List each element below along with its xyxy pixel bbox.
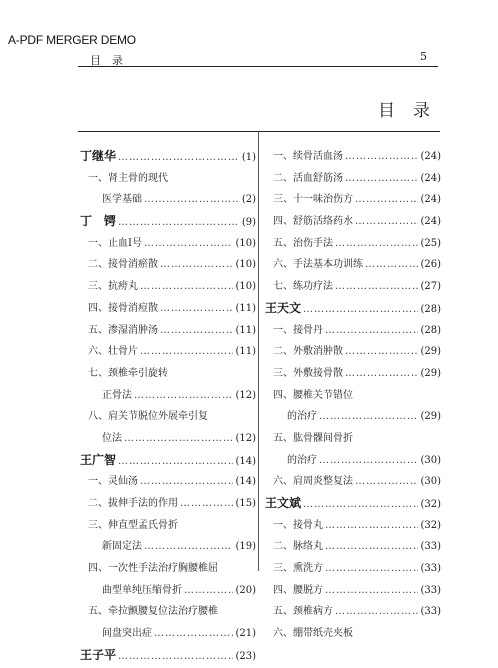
page-number: 5 — [420, 50, 427, 63]
toc-leader-dots — [118, 147, 240, 169]
toc-entry-page: (33) — [420, 541, 441, 553]
toc-leader-dots — [160, 254, 233, 276]
toc-title: 目录 — [378, 101, 448, 121]
toc-entry[interactable] — [80, 580, 256, 602]
toc-leader-dots — [140, 276, 233, 298]
toc-entry-title: 五、肱骨髁间骨折 — [273, 432, 353, 444]
toc-leader-dots — [118, 212, 240, 234]
toc-entry-title: 三、十一味治伤方 — [273, 194, 353, 206]
toc-leader-dots — [325, 580, 418, 602]
toc-entry-page: (32) — [420, 499, 441, 510]
toc-entry[interactable] — [80, 320, 256, 342]
toc-entry-page: (30) — [420, 476, 441, 488]
toc-entry-page: (19) — [235, 541, 256, 553]
toc-leader-dots — [154, 623, 233, 645]
toc-entry-page: (12) — [235, 389, 256, 401]
toc-leader-dots — [365, 254, 418, 276]
toc-leader-dots — [180, 493, 233, 515]
toc-entry[interactable] — [265, 189, 441, 211]
toc-leader-dots — [319, 406, 418, 428]
toc-entry-page: (32) — [420, 519, 441, 531]
toc-entry[interactable] — [80, 276, 256, 298]
toc-entry-page: (24) — [420, 194, 441, 206]
toc-entry-title: 四、一次性手法治疗胸腰椎屈 — [88, 563, 218, 575]
toc-entry-title: 二、活血舒筋汤 — [273, 172, 343, 184]
toc-entry[interactable] — [80, 515, 256, 537]
toc-entry-title: 医学基础 — [102, 194, 142, 206]
toc-entry[interactable] — [265, 211, 441, 233]
toc-leader-dots — [355, 189, 418, 211]
toc-entry-title: 丁继华 — [80, 149, 117, 163]
toc-leader-dots — [144, 189, 240, 211]
toc-leader-dots — [140, 471, 233, 493]
toc-entry-title: 四、腰椎关节错位 — [273, 389, 353, 401]
toc-entry-title: 六、绷带纸壳夹板 — [273, 628, 353, 640]
toc-entry-title: 正骨法 — [102, 389, 132, 401]
toc-leader-dots — [355, 211, 418, 233]
toc-entry-page: (10) — [235, 259, 256, 271]
toc-entry-page: (11) — [235, 346, 256, 358]
toc-entry-title: 丁 锷 — [80, 214, 117, 229]
toc-author-entry[interactable] — [80, 450, 256, 472]
toc-entry-title: 的治疗 — [287, 411, 317, 423]
toc-entry-title: 二、外敷消肿散 — [273, 346, 343, 358]
toc-entry-title: 五、渗湿消肿汤 — [88, 324, 158, 336]
watermark-text: A-PDF MERGER DEMO — [8, 33, 136, 47]
toc-entry-title: 五、牵拉颤腰复位法治疗腰椎 — [88, 606, 218, 618]
toc-entry-page: (33) — [420, 584, 441, 596]
toc-leader-dots — [184, 580, 233, 602]
toc-entry-title: 间盘突出症 — [102, 628, 152, 640]
toc-entry-title: 三、抗痨丸 — [88, 281, 138, 293]
toc-entry[interactable] — [265, 254, 441, 276]
toc-entry-page: (14) — [235, 476, 256, 488]
toc-entry-title: 五、治伤手法 — [273, 237, 333, 249]
toc-entry-page: (24) — [420, 151, 441, 162]
toc-entry[interactable] — [265, 580, 441, 602]
toc-entry-page: (29) — [420, 346, 441, 358]
toc-leader-dots — [144, 536, 233, 558]
title-rule — [78, 131, 440, 132]
toc-entry[interactable] — [265, 233, 441, 255]
toc-leader-dots — [118, 646, 233, 668]
toc-entry[interactable] — [80, 168, 256, 190]
toc-entry[interactable] — [265, 341, 441, 363]
toc-entry[interactable] — [265, 515, 441, 537]
toc-author-entry[interactable] — [265, 493, 441, 515]
toc-entry-title: 六、壮骨片 — [88, 346, 138, 358]
toc-entry-title: 王广智 — [80, 452, 117, 467]
toc-entry-page: (33) — [420, 563, 441, 575]
toc-entry-title: 七、练功疗法 — [273, 281, 333, 293]
toc-entry-page: (21) — [235, 628, 256, 640]
toc-entry-title: 一、肾主骨的现代 — [88, 172, 168, 184]
header-rule — [78, 66, 438, 67]
toc-entry-page: (1) — [241, 152, 256, 163]
toc-leader-dots — [325, 558, 418, 580]
toc-entry[interactable] — [80, 558, 256, 580]
toc-leader-dots — [118, 451, 233, 473]
toc-entry-page: (10) — [235, 237, 256, 249]
toc-entry-page: (28) — [420, 303, 441, 315]
toc-entry[interactable] — [80, 536, 256, 558]
toc-entry[interactable] — [265, 363, 441, 385]
toc-entry[interactable] — [265, 471, 441, 493]
toc-entry[interactable] — [80, 363, 256, 385]
toc-leader-dots — [303, 299, 418, 321]
toc-entry-title: 一、灵仙汤 — [88, 476, 138, 488]
toc-entry-page: (24) — [420, 172, 441, 184]
toc-entry-title: 的治疗 — [287, 454, 317, 466]
toc-entry-title: 三、熏洗方 — [273, 563, 323, 575]
toc-entry-title: 一、续骨活血汤 — [273, 151, 343, 162]
toc-left-column — [80, 146, 256, 667]
toc-leader-dots — [345, 168, 418, 190]
toc-leader-dots — [335, 276, 418, 298]
toc-entry-page: (12) — [235, 432, 256, 444]
toc-entry[interactable] — [265, 623, 441, 645]
toc-leader-dots — [124, 428, 233, 450]
toc-entry-title: 一、接骨丹 — [273, 324, 323, 336]
toc-entry-title: 新固定法 — [102, 541, 142, 553]
toc-entry-title: 三、外敷接骨散 — [273, 367, 343, 379]
toc-entry[interactable] — [80, 601, 256, 623]
toc-entry-title: 六、手法基本功训练 — [273, 259, 363, 271]
running-head: 目 录 — [90, 54, 123, 67]
toc-entry[interactable] — [265, 168, 441, 190]
toc-entry[interactable] — [265, 276, 441, 298]
toc-leader-dots — [319, 450, 418, 472]
toc-entry[interactable] — [80, 471, 256, 493]
toc-entry[interactable] — [80, 254, 256, 276]
toc-entry-page: (29) — [420, 367, 441, 379]
toc-entry-page: (30) — [420, 454, 441, 466]
toc-entry-page: (11) — [235, 302, 256, 314]
toc-entry-title: 二、拔伸手法的作用 — [88, 498, 178, 509]
toc-author-entry[interactable] — [80, 211, 256, 233]
toc-entry-page: (23) — [235, 650, 256, 662]
toc-leader-dots — [325, 536, 418, 558]
toc-entry-title: 曲型单纯压缩骨折 — [102, 584, 182, 596]
toc-entry-title: 王子平 — [80, 647, 117, 662]
toc-entry[interactable] — [80, 298, 256, 320]
toc-leader-dots — [345, 146, 418, 168]
toc-entry-title: 八、肩关节脱位外展牵引复 — [88, 411, 208, 423]
toc-entry-title: 一、止血Ⅰ号 — [88, 237, 142, 249]
toc-right-column — [265, 146, 441, 645]
toc-entry[interactable] — [80, 493, 256, 515]
toc-entry-page: (28) — [420, 324, 441, 336]
toc-author-entry[interactable] — [80, 645, 256, 667]
toc-entry[interactable] — [265, 385, 441, 407]
toc-leader-dots — [303, 494, 418, 516]
toc-leader-dots — [140, 341, 233, 363]
toc-entry[interactable] — [80, 233, 256, 255]
toc-leader-dots — [355, 471, 418, 493]
toc-leader-dots — [345, 363, 418, 385]
toc-author-entry[interactable] — [265, 298, 441, 320]
toc-entry[interactable] — [80, 189, 256, 211]
toc-entry-page: (25) — [420, 237, 441, 249]
toc-entry[interactable] — [265, 320, 441, 342]
toc-entry-title: 四、腰脱方 — [273, 584, 323, 596]
toc-entry-title: 六、肩周炎整复法 — [273, 476, 353, 488]
toc-entry-page: (29) — [420, 411, 441, 423]
toc-leader-dots — [345, 341, 418, 363]
toc-author-entry[interactable] — [80, 146, 256, 168]
toc-entry-page: (20) — [235, 584, 256, 596]
toc-entry-title: 四、接骨消痘散 — [88, 302, 158, 314]
toc-entry-page: (11) — [235, 324, 256, 336]
toc-entry-page: (10) — [235, 281, 256, 293]
toc-entry-title: 三、伸直型孟氏骨折 — [88, 519, 178, 531]
toc-entry[interactable] — [80, 341, 256, 363]
toc-entry-title: 四、舒筋活络药水 — [273, 216, 353, 228]
toc-entry[interactable] — [265, 450, 441, 472]
toc-entry[interactable] — [265, 601, 441, 623]
column-divider — [258, 131, 259, 571]
toc-entry-title: 二、接骨消瘀散 — [88, 259, 158, 271]
toc-entry-title: 二、脉络丸 — [273, 541, 323, 553]
toc-entry[interactable] — [80, 385, 256, 407]
toc-entry[interactable] — [265, 536, 441, 558]
toc-entry[interactable] — [265, 428, 441, 450]
toc-entry[interactable] — [80, 623, 256, 645]
toc-leader-dots — [335, 233, 418, 255]
toc-entry-page: (15) — [235, 498, 256, 509]
toc-entry-title: 五、颈椎病方 — [273, 606, 333, 618]
toc-entry-page: (33) — [420, 606, 441, 618]
toc-leader-dots — [160, 320, 233, 342]
toc-entry-title: 王天文 — [265, 300, 302, 315]
toc-entry-title: 一、接骨丸 — [273, 519, 323, 531]
toc-entry[interactable] — [265, 558, 441, 580]
toc-entry-title: 位法 — [102, 432, 122, 444]
toc-entry[interactable] — [80, 406, 256, 428]
toc-entry-page: (27) — [420, 281, 441, 293]
toc-entry-title: 王文斌 — [265, 496, 302, 510]
toc-entry[interactable] — [265, 406, 441, 428]
toc-entry-page: (24) — [420, 216, 441, 228]
toc-leader-dots — [160, 298, 233, 320]
toc-leader-dots — [335, 601, 418, 623]
toc-leader-dots — [325, 320, 418, 342]
toc-leader-dots — [134, 385, 233, 407]
toc-entry-page: (26) — [420, 259, 441, 271]
toc-entry-title: 七、颈椎牵引旋转 — [88, 367, 168, 379]
toc-leader-dots — [144, 233, 234, 255]
toc-leader-dots — [325, 515, 418, 537]
toc-entry-page: (2) — [241, 194, 256, 206]
toc-entry[interactable] — [80, 428, 256, 450]
toc-entry[interactable] — [265, 146, 441, 168]
toc-entry-page: (14) — [235, 455, 256, 467]
toc-entry-page: (9) — [241, 217, 256, 229]
